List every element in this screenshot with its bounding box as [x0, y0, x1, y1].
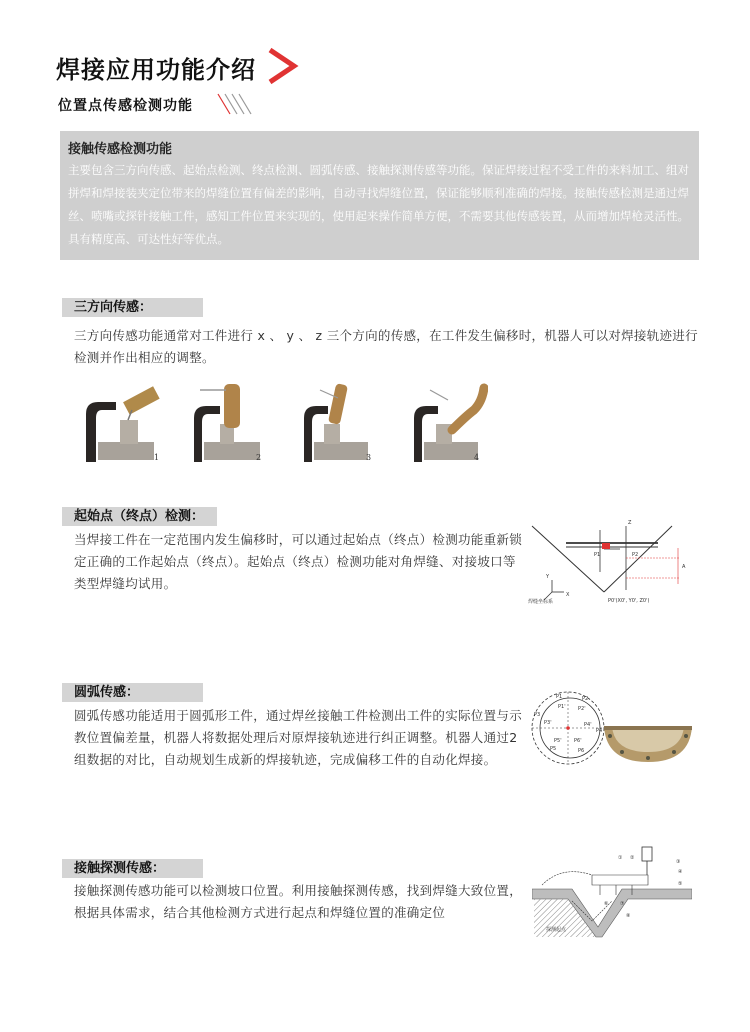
torch-photo-1 [80, 380, 170, 462]
intro-body: 主要包含三方向传感、起始点检测、终点检测、圆弧传感、接触探测传感等功能。保证焊接过程不受工件的来料加工、组对拼焊和焊接装夹定位带来的焊缝位置有偏差的影响，自动寻找焊缝位置，保证能够顺利准确的焊接。接触传感检测是通过焊丝、喷嘴或探针接触工件，感知工件位置来实现的，使用起来操作简单方便，不需要其他传感装置，从而增加焊枪灵活性。具有精度高、可达性好等优点。 [68, 163, 689, 246]
torch-photo-2 [190, 380, 270, 462]
chevron-right-icon [264, 46, 304, 86]
arc-label-p2-prime: P2' [578, 706, 586, 712]
diagram-label-p2: P2 [632, 552, 639, 558]
arc-label-p4: P4 [596, 728, 603, 734]
flange-photo [602, 722, 694, 764]
arc-label-p2: P2 [582, 696, 589, 702]
torch-photo-4 [408, 380, 488, 462]
diagram-label-p0: P0'(X0', Y0', Z0') [608, 598, 650, 604]
arc-label-p3: P3 [534, 712, 541, 718]
start-point-diagram [522, 518, 694, 610]
probe-label-1: ① [618, 855, 623, 861]
section-label-three-direction: 三方向传感： [62, 298, 203, 317]
intro-heading: 接触传感检测功能 [68, 142, 173, 157]
probe-label-5: ⑤ [678, 881, 683, 887]
arc-label-p3-prime: P3' [544, 720, 552, 726]
section-subtitle: 位置点传感检测功能 [58, 98, 193, 114]
three-direction-text: 三方向传感功能通常对工件进行 x 、 y 、 z 三个方向的传感，在工件发生偏移时，机器人可以对焊接轨迹进行检测并作出相应的调整。 [74, 328, 698, 365]
section-label-start-point: 起始点（终点）检测： [62, 507, 217, 526]
arc-label-p5: P5 [550, 746, 557, 752]
probe-diagram [532, 845, 692, 940]
slash-decoration-icon [214, 92, 254, 116]
arc-label-p6-prime: P6' [574, 738, 582, 744]
probe-label-3: ③ [676, 859, 681, 865]
probe-label-4: ④ [678, 869, 683, 875]
section-label-arc: 圆弧传感： [62, 683, 203, 702]
diagram-label-p1: P1 [594, 552, 601, 558]
arc-label-p4-prime: P4' [584, 722, 592, 728]
section-label-probe: 接触探测传感： [62, 859, 203, 878]
arc-label-p6: P6 [578, 748, 585, 754]
figure-number-4: 4 [474, 453, 480, 462]
probe-label-6: ⑥ [604, 901, 609, 907]
probe-label-8: ⑧ [626, 913, 631, 919]
probe-label-7: ⑦ [620, 901, 625, 907]
diagram-label-z: Z [628, 520, 632, 526]
arc-label-p1-prime: P1' [558, 704, 566, 710]
figure-number-1: 1 [154, 453, 160, 462]
figure-number-2: 2 [256, 453, 262, 462]
arc-text: 圆弧传感功能适用于圆弧形工件，通过焊丝接触工件检测出工件的实际位置与示教位置偏差量，机器人将数据处理后对原焊接轨迹进行纠正调整。机器人通过2组数据的对比，自动规划生成新的焊接轨迹，完成偏移工件的自动化焊接。 [74, 708, 523, 767]
start-point-text: 当焊接工件在一定范围内发生偏移时，可以通过起始点（终点）检测功能重新锁定正确的工作起始点（终点）。起始点（终点）检测功能对角焊缝、对接坡口等类型焊缝均试用。 [74, 532, 523, 591]
diagram-legend-label: 焊缝坐标系 [528, 599, 554, 605]
arc-diagram [528, 686, 608, 770]
page-title: 焊接应用功能介绍 [56, 56, 256, 84]
arc-label-p5-prime: P5' [554, 738, 562, 744]
torch-photo-3 [298, 380, 378, 462]
diagram-label-y: Y [546, 574, 550, 580]
arc-label-p1: P1 [556, 694, 563, 700]
probe-legend-label: 探测起点 [546, 927, 567, 933]
probe-text: 接触探测传感功能可以检测坡口位置。利用接触探测传感，找到焊缝大致位置，根据具体需求，结合其他检测方式进行起点和焊缝位置的准确定位 [74, 883, 523, 920]
diagram-label-x: X [566, 592, 570, 598]
diagram-label-a: A [682, 564, 686, 570]
probe-label-2: ② [630, 855, 635, 861]
figure-number-3: 3 [366, 453, 372, 462]
